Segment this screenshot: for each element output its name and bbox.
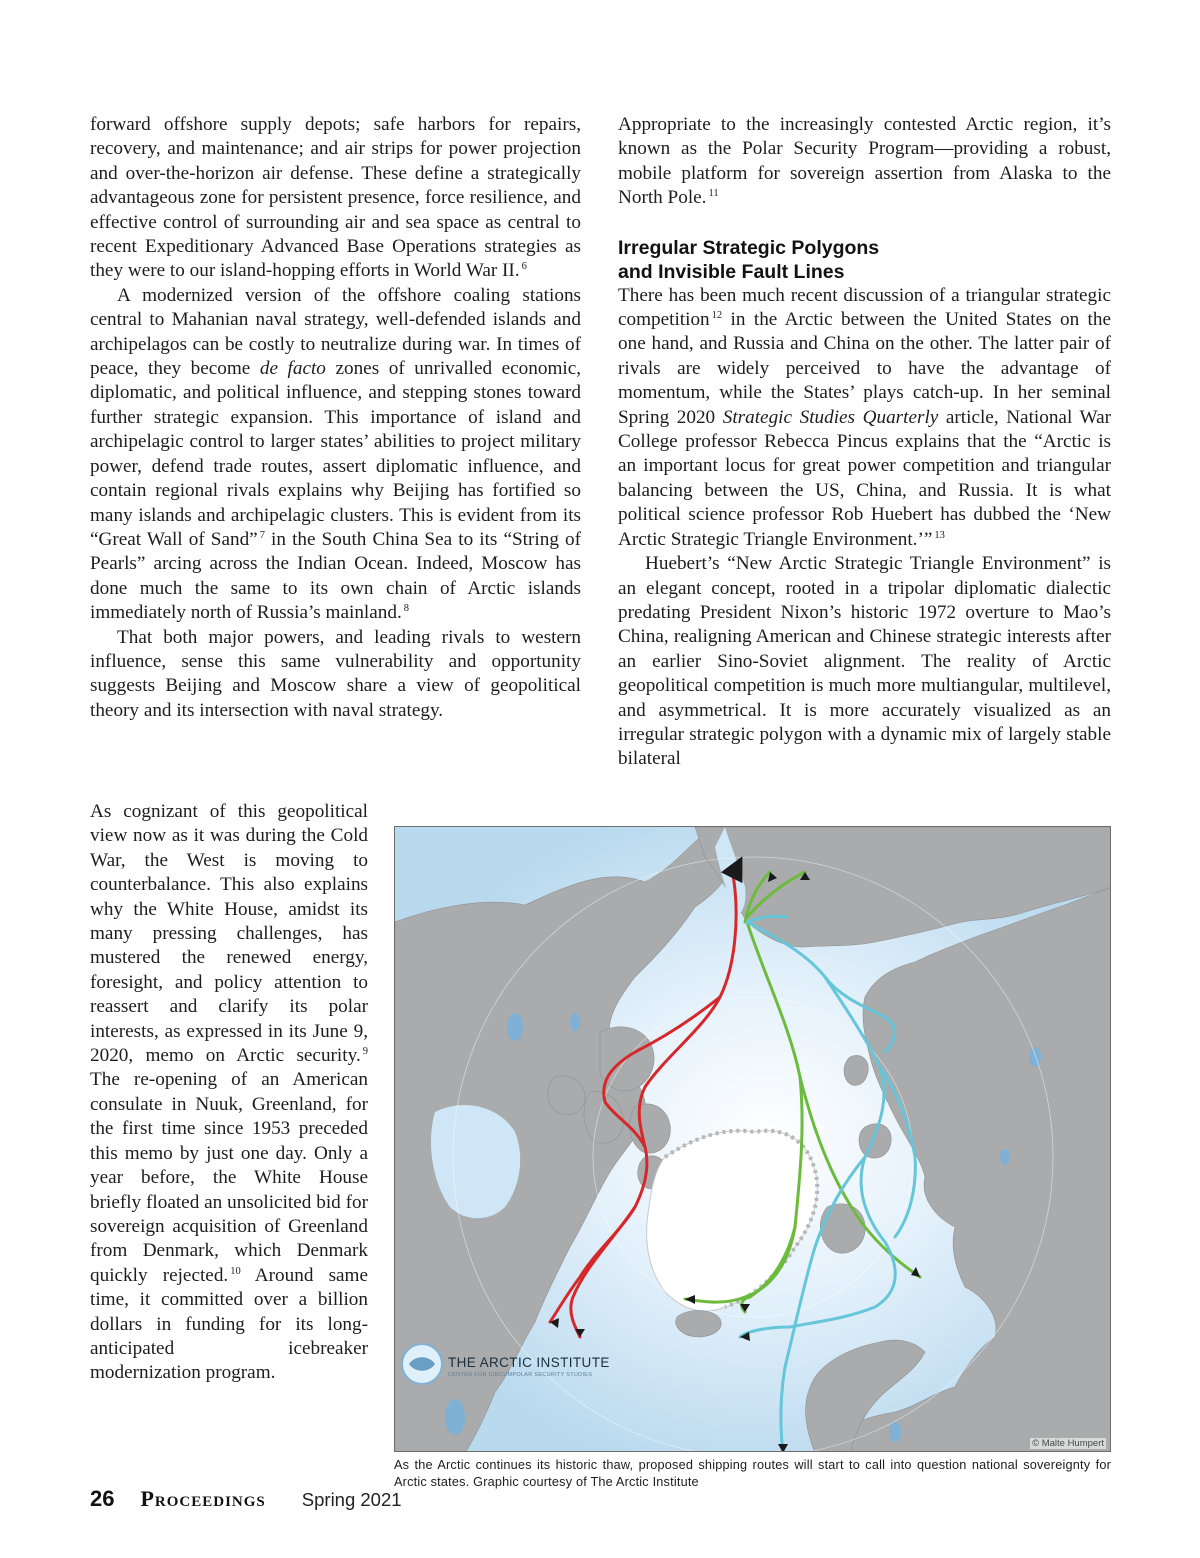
footnote-ref: 7 — [259, 529, 265, 541]
arctic-institute-logo — [402, 1344, 442, 1384]
paragraph: Huebert’s “New Arctic Strategic Triangle Environment” is an elegant concept, rooted in a tripolar diplomatic dialectic predating President Nixon’s historic 1972 overture to Mao’s China, realigning American and Chinese strategic interests after an earlier Sino-Soviet alignment. The reality of Arctic geopolitical competition is much more multiangular, multilevel, and asymmetrical. It is more accurately visualized as an irregular strategic polygon with a dynamic mix of largely stable bilateral — [618, 553, 1111, 770]
footnote-ref: 8 — [403, 603, 409, 615]
footnote-ref: 6 — [521, 261, 527, 273]
page-footer — [90, 1486, 402, 1516]
footnote-ref: 9 — [362, 1046, 368, 1058]
figure-caption: As the Arctic continues its historic thaw, proposed shipping routes will start to call into question national sovereignty for Arctic states. Graphic courtesy of The Arctic Institute — [394, 1458, 1111, 1489]
section-heading: Irregular Strategic Polygons and Invisible Fault Lines — [618, 236, 880, 283]
paragraph: That both major powers, and leading rivals to western influence, sense this same vulnerability and opportunity suggests Beijing and Moscow share a view of geopolitical theory and its intersection with naval strategy. — [90, 626, 581, 721]
issue-date: Spring 2021 — [301, 1489, 402, 1510]
narrow-text-column — [90, 800, 368, 1386]
footnote-ref: 12 — [711, 310, 723, 322]
map-credit: © Malte Humpert — [1032, 1438, 1104, 1449]
paragraph: A modernized version of the offshore coaling stations central to Mahanian naval strategy, well-defended islands and archipelagos can be costly to neutralize during war. In times of peace, they become de facto zones of unrivalled economic, diplomatic, and political influence, and stepping stones toward further strategic expansion. This importance of island and archipelagic control to larger states’ abilities to project military power, defend trade routes, assert diplomatic influence, and contain regional rivals explains why Beijing has fortified so many islands and archipelagic clusters. This is evident from its “Great Wall of Sand” $^7$ in the South China Sea to its “String of Pearls” arcing across the Indian Ocean. Indeed, Moscow has done much the same to its own chain of Arctic islands immediately north of Russia’s mainland. $^8$ — [90, 284, 582, 624]
footnote-ref: 11 — [708, 188, 719, 200]
paragraph: As cognizant of this geopolitical view now as it was during the Cold War, the West is moving to counterbalance. This also explains why the White House, amidst its many pressing challenges, has mustered the renewed energy, foresight, and policy attention to reassert and clarify its polar interests, as expressed in its June 9, 2020, memo on Arctic security. $^9$ The re-opening of an American consulate in Nuuk, Greenland, for the first time since 1953 preceded this memo by just one day. Only a year before, the White House briefly floated an unsolicited bid for sovereign acquisition of Greenland from Denmark, which Denmark quickly rejected. $^{10}$ Around same time, it committed over a billion dollars in funding for its long-anticipated icebreaker modernization program. — [90, 801, 368, 1384]
footnote-ref: 10 — [230, 1265, 241, 1277]
paragraph: Appropriate to the increasingly contested Arctic region, it’s known as the Polar Security Program—providing a robust, mobile platform for sovereign assertion from Alaska to the North Pole. $^{11}$ — [618, 114, 1111, 209]
spacer — [618, 211, 1111, 236]
footnote-ref: 13 — [934, 529, 945, 541]
paragraph: There has been much recent discussion of a triangular strategic competition $^{12}$ in the Arctic between the United States on the one hand, and Russia and China on the other. The latter pair of rivals are widely perceived to have the advantage of momentum, while the States’ plays catch-up. In her seminal Spring 2020 Strategic Studies Quarterly article, National War College professor Rebecca Pincus explains that the “Arctic is an important locus for great power competition and triangular balancing between the US, China, and Russia. It is what political science professor Rob Huebert has dubbed the ‘New Arctic Strategic Triangle Environment.’” $^{13}$ — [618, 284, 1111, 550]
right-text-column — [618, 113, 1111, 772]
logo-tagline: CENTER FOR CIRCUMPOLAR SECURITY STUDIES — [448, 1372, 593, 1378]
paragraph: forward offshore supply depots; safe harbors for repairs, recovery, and maintenance; and air strips for power projection and over-the-horizon air defense. These define a strategically advantageous zone for persistent presence, force resilience, and effective control of surrounding air and sea space as central to recent Expeditionary Advanced Base Operations strategies as they were to our island-hopping efforts in World War II. $^6$ — [90, 114, 581, 282]
logo-name: THE ARCTIC INSTITUTE — [448, 1355, 610, 1370]
left-text-column — [90, 113, 581, 723]
page-number: 26 — [90, 1486, 115, 1511]
arctic-shipping-routes-map — [394, 826, 1111, 1452]
magazine-name: Proceedings — [140, 1486, 266, 1511]
